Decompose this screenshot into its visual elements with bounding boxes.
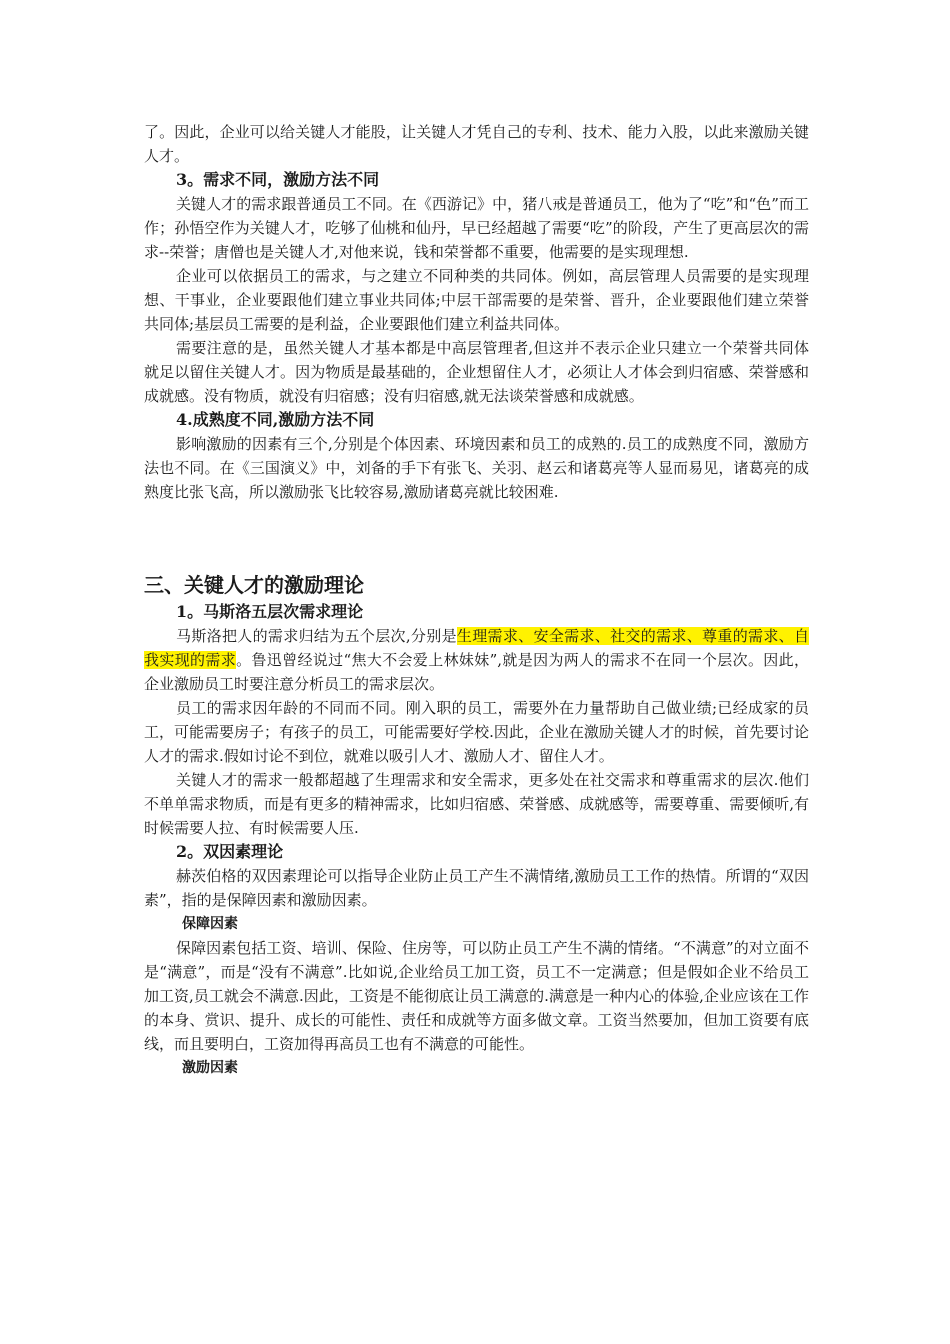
paragraph-intro: 了。因此，企业可以给关键人才能股，让关键人才凭自己的专利、技术、能力入股，以此来激励关键人才。 [144, 123, 809, 165]
paragraph-1-1-post: 。鲁迅曾经说过“焦大不会爱上林妹妹”,就是因为两人的需求不在同一个层次。因此，企业激励员工时要注意分析员工的需求层次。 [144, 651, 809, 693]
paragraph-1-3: 关键人才的需求一般都超越了生理需求和安全需求，更多处在社交需求和尊重需求的层次.他们不单单需求物质，而是有更多的精神需求，比如归宿感、荣誉感、成就感等，需要尊重、需要倾听,有时候需要人拉、有时候需要人压. [144, 771, 809, 837]
subheading-hygiene-factors: 保障因素 [182, 916, 238, 932]
paragraph-3-3: 需要注意的是，虽然关键人才基本都是中高层管理者,但这并不表示企业只建立一个荣誉共同体就足以留住关键人才。因为物质是最基础的，企业想留住人才，必须让人才体会到归宿感、荣誉感和成就感。没有物质，就没有归宿感；没有归宿感,就无法谈荣誉感和成就感。 [144, 339, 809, 405]
paragraph-1-1 [144, 624, 809, 696]
subheading-motivation-factors: 激励因素 [182, 1060, 238, 1076]
paragraph-3-2: 企业可以依据员工的需求，与之建立不同种类的共同体。例如，高层管理人员需要的是实现理想、干事业，企业要跟他们建立事业共同体;中层干部需要的是荣誉、晋升，企业要跟他们建立荣誉共同体;基层员工需要的是利益，企业要跟他们建立利益共同体。 [144, 267, 809, 333]
heading-1-maslow: 1。马斯洛五层次需求理论 [176, 602, 364, 621]
paragraph-2-1: 赫茨伯格的双因素理论可以指导企业防止员工产生不满情绪,激励员工工作的热情。所谓的“双因素”，指的是保障因素和激励因素。 [144, 867, 809, 909]
heading-2-two-factor: 2。双因素理论 [176, 842, 284, 861]
paragraph-1-2: 员工的需求因年龄的不同而不同。刚入职的员工，需要外在力量帮助自己做业绩;已经成家的员工，可能需要房子；有孩子的员工，可能需要好学校.因此，企业在激励关键人才的时候，首先要讨论人才的需求.假如讨论不到位，就难以吸引人才、激励人才、留住人才。 [144, 699, 809, 765]
heading-3-needs: 3。需求不同，激励方法不同 [176, 170, 380, 189]
section-spacer [144, 504, 809, 570]
paragraph-4-1: 影响激励的因素有三个,分别是个体因素、环境因素和员工的成熟的.员工的成熟度不同，激励方法也不同。在《三国演义》中，刘备的手下有张飞、关羽、赵云和诸葛亮等人显而易见，诸葛亮的成熟度比张飞高，所以激励张飞比较容易,激励诸葛亮就比较困难. [144, 435, 809, 501]
document-page [144, 120, 809, 1080]
paragraph-1-1-pre: 马斯洛把人的需求归结为五个层次,分别是 [176, 627, 457, 645]
paragraph-hygiene: 保障因素包括工资、培训、保险、住房等，可以防止员工产生不满的情绪。“不满意”的对立面不是“满意”，而是“没有不满意”.比如说,企业给员工加工资，员工不一定满意；但是假如企业不给员工加工资,员工就会不满意.因此，工资是不能彻底让员工满意的.满意是一种内心的体验,企业应该在工作的本身、赏识、提升、成长的可能性、责任和成就等方面多做文章。工资当然要加，但加工资要有底线，而且要明白，工资加得再高员工也有不满意的可能性。 [144, 939, 809, 1053]
paragraph-3-1: 关键人才的需求跟普通员工不同。在《西游记》中，猪八戒是普通员工，他为了“吃”和“色”而工作；孙悟空作为关键人才，吃够了仙桃和仙丹，早已经超越了需要“吃”的阶段，产生了更高层次的需求--荣誉；唐僧也是关键人才,对他来说，钱和荣誉都不重要，他需要的是实现理想. [144, 195, 809, 261]
highlighted-needs: 生理需求、安全需求、社交的需求、尊重的需求、自我实现的需求 [144, 627, 809, 669]
heading-4-maturity: 4.成熟度不同,激励方法不同 [176, 410, 375, 429]
section-title: 三、关键人才的激励理论 [144, 573, 364, 597]
